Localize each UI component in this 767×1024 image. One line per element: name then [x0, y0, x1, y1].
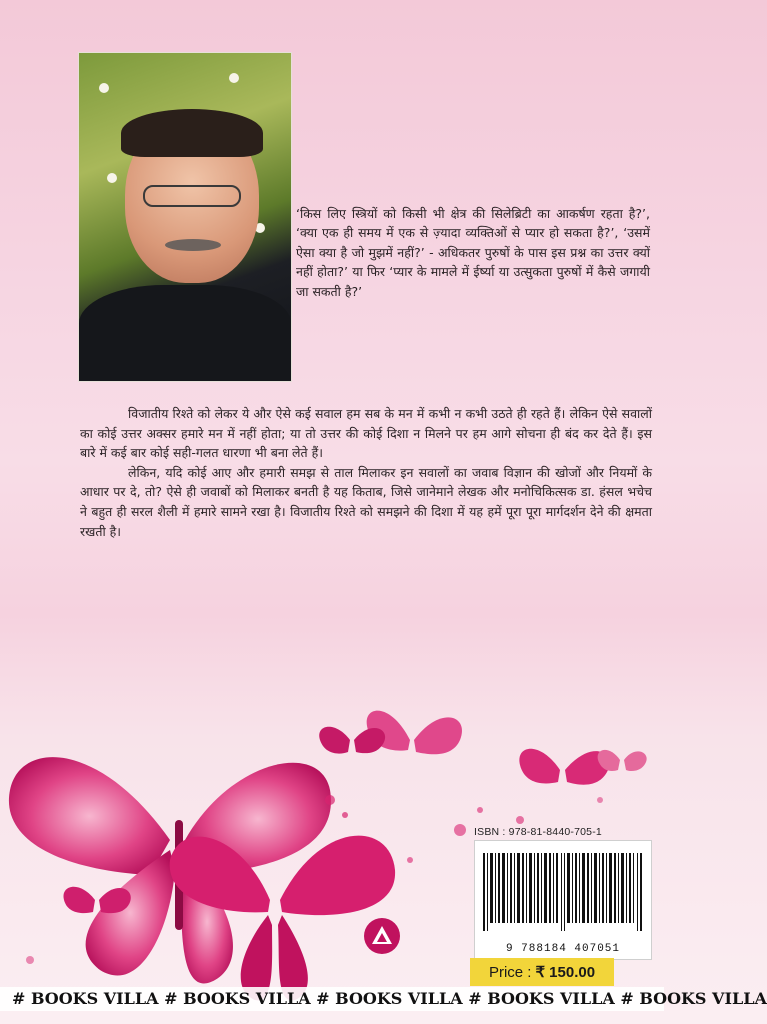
butterfly-small-icon	[319, 727, 385, 754]
blurb-paragraph: लेकिन, यदि कोई आए और हमारी समझ से ताल मिलाकर इन सवालों का जवाब विज्ञान की खोजों और नियमों के आधार पर दे, तो? ऐसे ही जवाबों को मिलाकर बनती है यह किताब, जिसे जानेमाने लेखक और मनोचिकित्सक डा. हंसल भचेच ने बहुत ही सरल शैली में हमारे सामने रखा है। विजातीय रिश्ते को समझने की दिशा में यह हमें पूरा पूरा मार्गदर्शन देने की क्षमता रखती है।	[80, 464, 652, 539]
flower-decor	[99, 83, 109, 93]
blurb-paragraph: विजातीय रिश्ते को लेकर ये और ऐसे कई सवाल हम सब के मन में कभी न कभी उठते ही रहते हैं। लेकिन ऐसे सवालों का कोई उत्तर अक्सर हमारे मन में नहीं होता; या तो उत्तर की कोई दिशा न मिलने पर हम आगे सोचना ही बंद कर देते हैं। इस बारे में कई बार कोई सही-गलत धारणा भी बना लेते हैं।	[80, 406, 652, 461]
author-mustache	[165, 239, 221, 251]
barcode-number: 9 788184 407051	[505, 943, 621, 955]
watermark-banner: # BOOKS VILLA # BOOKS VILLA # BOOKS VILLA # BOOKS VILLA # BOOKS VILLA	[0, 987, 664, 1011]
butterfly-small-icon	[519, 749, 609, 785]
barcode	[474, 840, 652, 960]
price-tag	[470, 958, 614, 986]
blurb-quote: ‘किस लिए स्त्रियों को किसी भी क्षेत्र की सिलेब्रिटी का आकर्षण रहता है?’, ‘क्या एक ही समय में एक से ज़्यादा व्यक्तिओं से प्यार हो सकता है?’, ‘उसमें ऐसा क्या है जो मुझमें नहीं?’ - अधिकतर पुरुषों के पास इस प्रश्न का उत्तर क्यों नहीं होता?’ या फिर ‘प्यार के मामले में ईर्ष्या या उत्सुकता पुरुषों में कैसे जगायी जा सकती है?’	[296, 206, 650, 299]
butterfly-small-icon	[598, 750, 647, 771]
flower-decor	[229, 73, 239, 83]
price-label: Price :	[488, 963, 532, 981]
publisher-logo-icon	[364, 918, 400, 954]
butterfly-small-icon	[63, 887, 130, 913]
author-glasses	[143, 185, 241, 207]
barcode-bars	[483, 853, 643, 931]
price-value: ₹ 150.00	[535, 964, 596, 981]
isbn-label: ISBN : 978-81-8440-705-1	[474, 826, 602, 838]
flower-decor	[107, 173, 117, 183]
blurb-body	[80, 404, 652, 541]
author-shirt	[79, 285, 291, 381]
author-photo	[78, 52, 292, 382]
author-hair	[121, 109, 263, 157]
